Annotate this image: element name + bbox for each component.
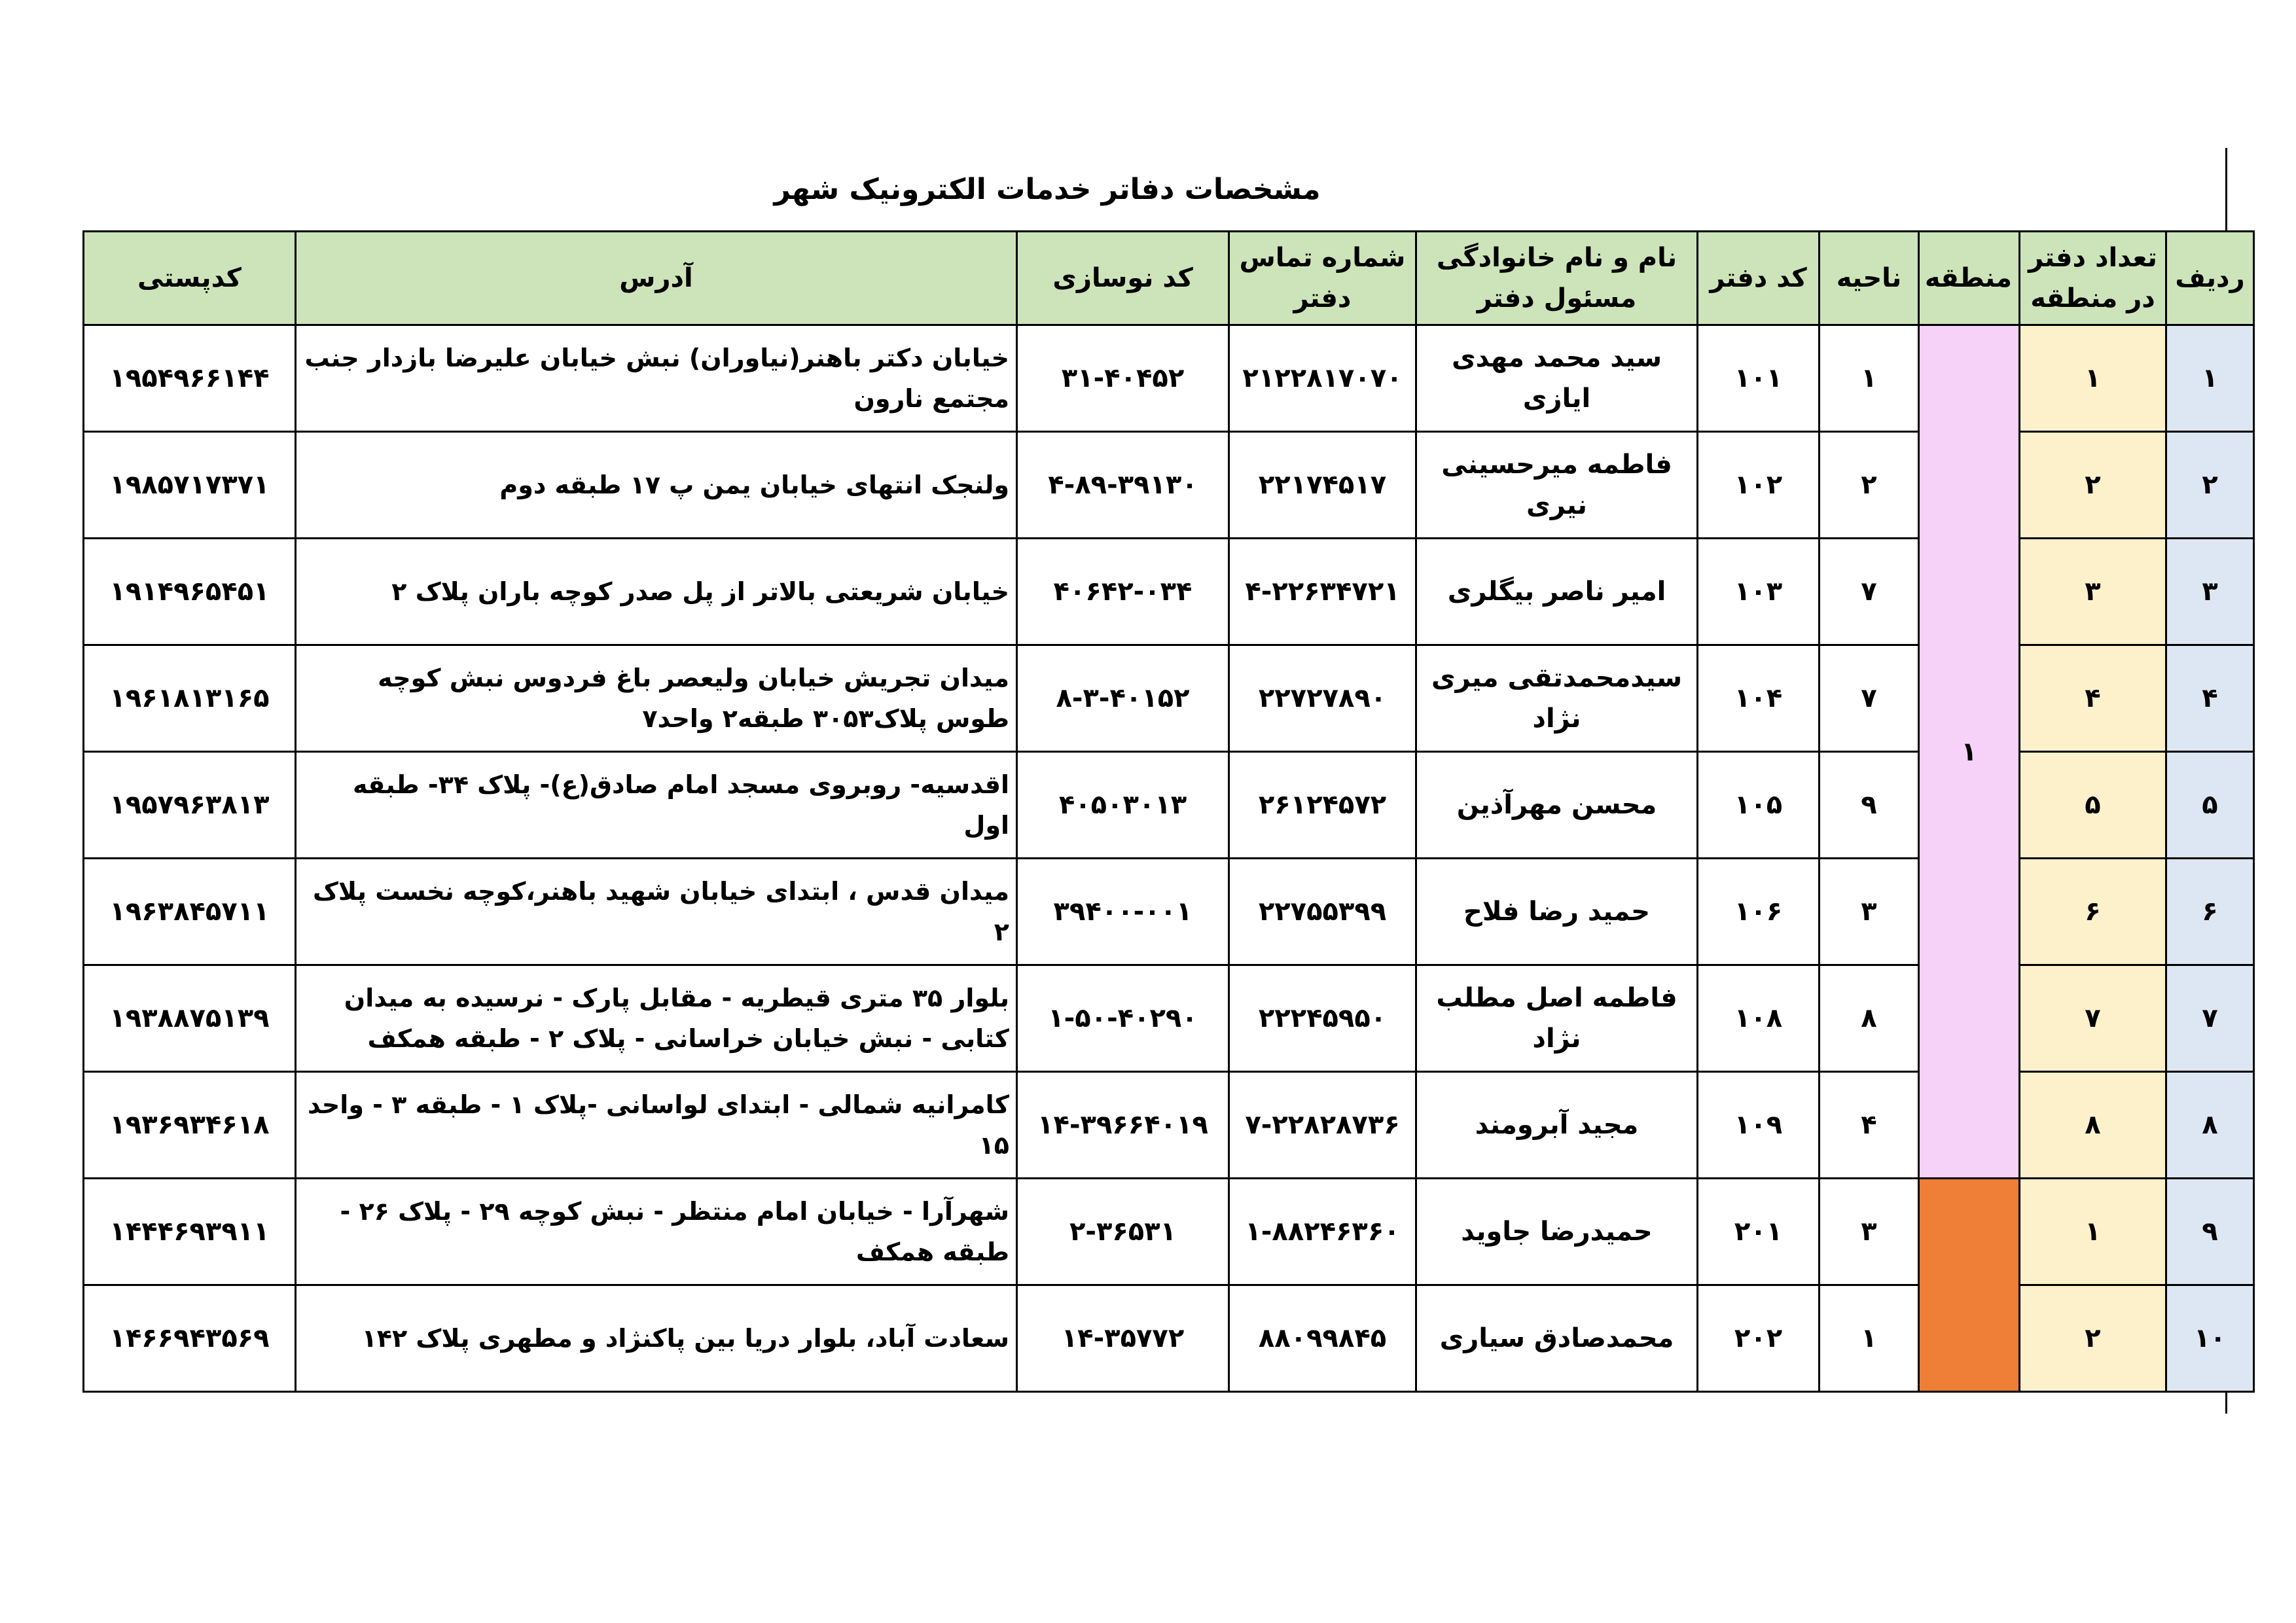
cell-postal-code: ۱۹۵۴۹۶۶۱۴۴ [84, 325, 296, 432]
cell-phone: ۲۲۷۲۷۸۹۰ [1229, 645, 1416, 752]
cell-name: محسن مهرآذین [1416, 752, 1698, 859]
cell-renovation-code: ۴۰۶۴۲-۰۳۴ [1017, 539, 1229, 645]
cell-name: محمدصادق سیاری [1416, 1285, 1698, 1392]
cell-nahie: ۳ [1820, 859, 1919, 965]
cell-postal-code: ۱۴۶۶۹۴۳۵۶۹ [84, 1285, 296, 1392]
cell-address: سعادت آباد، بلوار دریا بین پاکنژاد و مطهری پلاک ۱۴۲ [296, 1285, 1017, 1392]
header-name [1416, 232, 1698, 325]
cell-name: امیر ناصر بیگلری [1416, 539, 1698, 645]
cell-office-code: ۱۰۱ [1698, 325, 1820, 432]
cell-radif: ۳ [2166, 539, 2254, 645]
header-renovation-code: کد نوسازی [1017, 232, 1229, 325]
cell-phone: ۲۶۱۲۴۵۷۲ [1229, 752, 1416, 859]
cell-name: مجید آبرومند [1416, 1072, 1698, 1179]
header-count [2020, 232, 2166, 325]
header-phone-line1: شماره تماس [1239, 243, 1406, 273]
header-count-line1: تعداد دفتر [2028, 243, 2157, 273]
cell-renovation-code: ۲-۳۶۵۳۱ [1017, 1179, 1229, 1285]
cell-phone: ۲۱۲۲۸۱۷۰۷۰ [1229, 325, 1416, 432]
cell-postal-code: ۱۹۸۵۷۱۷۳۷۱ [84, 432, 296, 539]
cell-office-code: ۲۰۲ [1698, 1285, 1820, 1392]
cell-name: فاطمه اصل مطلب نژاد [1416, 965, 1698, 1072]
cell-office-code: ۱۰۳ [1698, 539, 1820, 645]
cell-radif: ۸ [2166, 1072, 2254, 1179]
cell-phone: ۲۲۱۷۴۵۱۷ [1229, 432, 1416, 539]
cell-address: شهرآرا - خیابان امام منتظر - نبش کوچه ۲۹ - پلاک ۲۶ - طبقه همکف [296, 1179, 1017, 1285]
cell-office-code: ۱۰۸ [1698, 965, 1820, 1072]
cell-address: میدان قدس ، ابتدای خیابان شهید باهنر،کوچه نخست پلاک ۲ [296, 859, 1017, 965]
cell-count: ۲ [2020, 1285, 2166, 1392]
cell-office-code: ۱۰۹ [1698, 1072, 1820, 1179]
cell-count: ۱ [2020, 1179, 2166, 1285]
cell-phone: ۲۲۲۴۵۹۵۰ [1229, 965, 1416, 1072]
cell-radif: ۲ [2166, 432, 2254, 539]
cell-renovation-code: ۴-۸۹-۳۹۱۳۰ [1017, 432, 1229, 539]
cell-phone: ۴-۲۲۶۳۴۷۲۱ [1229, 539, 1416, 645]
cell-office-code: ۱۰۲ [1698, 432, 1820, 539]
header-mantaghe: منطقه [1919, 232, 2020, 325]
cell-postal-code: ۱۹۱۴۹۶۵۴۵۱ [84, 539, 296, 645]
cell-name: حمیدرضا جاوید [1416, 1179, 1698, 1285]
header-nahie: ناحیه [1820, 232, 1919, 325]
cell-address: اقدسیه- روبروی مسجد امام صادق(ع)- پلاک ۳۴- طبقه اول [296, 752, 1017, 859]
table-row [84, 1179, 2254, 1285]
cell-renovation-code: ۱۴-۳۵۷۷۲ [1017, 1285, 1229, 1392]
cell-count: ۳ [2020, 539, 2166, 645]
cell-address: خیابان شریعتی بالاتر از پل صدر کوچه باران پلاک ۲ [296, 539, 1017, 645]
cell-office-code: ۱۰۴ [1698, 645, 1820, 752]
cell-renovation-code: ۳۹۴۰۰-۰۰۱ [1017, 859, 1229, 965]
cell-radif: ۷ [2166, 965, 2254, 1072]
cell-office-code: ۱۰۶ [1698, 859, 1820, 965]
cell-count: ۲ [2020, 432, 2166, 539]
cell-count: ۷ [2020, 965, 2166, 1072]
cell-address: بلوار ۳۵ متری قیطریه - مقابل پارک - نرسیده به میدان کتابی - نبش خیابان خراسانی - پلاک ۲ - طبقه همکف [296, 965, 1017, 1072]
cell-phone: ۲۲۷۵۵۳۹۹ [1229, 859, 1416, 965]
cell-count: ۱ [2020, 325, 2166, 432]
cell-phone: ۱-۸۸۲۴۶۳۶۰ [1229, 1179, 1416, 1285]
header-name-line1: نام و نام خانوادگی [1436, 243, 1677, 273]
cell-nahie: ۹ [1820, 752, 1919, 859]
cell-renovation-code: ۸-۳-۴۰۱۵۲ [1017, 645, 1229, 752]
header-radif: ردیف [2166, 232, 2254, 325]
cell-renovation-code: ۱-۵۰-۴۰۲۹۰ [1017, 965, 1229, 1072]
header-phone-line2: دفتر [1293, 283, 1352, 313]
cell-nahie: ۷ [1820, 539, 1919, 645]
cell-region-2 [1919, 1179, 2020, 1392]
cell-nahie: ۱ [1820, 1285, 1919, 1392]
header-address: آدرس [296, 232, 1017, 325]
cell-name: سید محمد مهدی ایازی [1416, 325, 1698, 432]
cell-postal-code: ۱۹۶۱۸۱۳۱۶۵ [84, 645, 296, 752]
cell-count: ۴ [2020, 645, 2166, 752]
cell-address: ولنجک انتهای خیابان یمن پ ۱۷ طبقه دوم [296, 432, 1017, 539]
cell-radif: ۵ [2166, 752, 2254, 859]
cell-radif: ۶ [2166, 859, 2254, 965]
cell-nahie: ۸ [1820, 965, 1919, 1072]
cell-name: فاطمه میرحسینی نیری [1416, 432, 1698, 539]
cell-nahie: ۲ [1820, 432, 1919, 539]
header-name-line2: مسئول دفتر [1477, 283, 1637, 313]
cell-name: حمید رضا فلاح [1416, 859, 1698, 965]
cell-address: میدان تجریش خیابان ولیعصر باغ فردوس نبش کوچه طوس پلاک۳۰۵۳ طبقه۲ واحد۷ [296, 645, 1017, 752]
cell-renovation-code: ۱۴-۳۹۶۶۴۰۱۹ [1017, 1072, 1229, 1179]
offices-table [82, 230, 2255, 1393]
cell-radif: ۱۰ [2166, 1285, 2254, 1392]
cell-count: ۸ [2020, 1072, 2166, 1179]
cell-office-code: ۱۰۵ [1698, 752, 1820, 859]
cell-postal-code: ۱۹۳۸۸۷۵۱۳۹ [84, 965, 296, 1072]
header-count-line2: در منطقه [2030, 283, 2155, 313]
cell-count: ۵ [2020, 752, 2166, 859]
cell-nahie: ۷ [1820, 645, 1919, 752]
cell-renovation-code: ۴۰۵۰۳۰۱۳ [1017, 752, 1229, 859]
cell-nahie: ۴ [1820, 1072, 1919, 1179]
cell-phone: ۷-۲۲۸۲۸۷۳۶ [1229, 1072, 1416, 1179]
cell-region-1: ۱ [1919, 325, 2020, 1179]
cell-radif: ۱ [2166, 325, 2254, 432]
page-title: مشخصات دفاتر خدمات الکترونیک شهر [774, 173, 1321, 206]
cell-postal-code: ۱۴۴۴۶۹۳۹۱۱ [84, 1179, 296, 1285]
header-phone [1229, 232, 1416, 325]
cell-postal-code: ۱۹۶۳۸۴۵۷۱۱ [84, 859, 296, 965]
cell-name: سیدمحمدتقی میری نژاد [1416, 645, 1698, 752]
cell-phone: ۸۸۰۹۹۸۴۵ [1229, 1285, 1416, 1392]
cell-renovation-code: ۳۱-۴۰۴۵۲ [1017, 325, 1229, 432]
cell-radif: ۴ [2166, 645, 2254, 752]
cell-address: خیابان دکتر باهنر(نیاوران) نبش خیابان علیرضا بازدار جنب مجتمع نارون [296, 325, 1017, 432]
cell-postal-code: ۱۹۳۶۹۳۴۶۱۸ [84, 1072, 296, 1179]
table-row [84, 325, 2254, 432]
cell-nahie: ۱ [1820, 325, 1919, 432]
header-row [84, 232, 2254, 325]
cell-radif: ۹ [2166, 1179, 2254, 1285]
header-postal-code: کدپستی [84, 232, 296, 325]
cell-postal-code: ۱۹۵۷۹۶۳۸۱۳ [84, 752, 296, 859]
header-office-code: کد دفتر [1698, 232, 1820, 325]
cell-nahie: ۳ [1820, 1179, 1919, 1285]
cell-office-code: ۲۰۱ [1698, 1179, 1820, 1285]
cell-count: ۶ [2020, 859, 2166, 965]
cell-address: کامرانیه شمالی - ابتدای لواسانی -پلاک ۱ - طبقه ۳ - واحد ۱۵ [296, 1072, 1017, 1179]
